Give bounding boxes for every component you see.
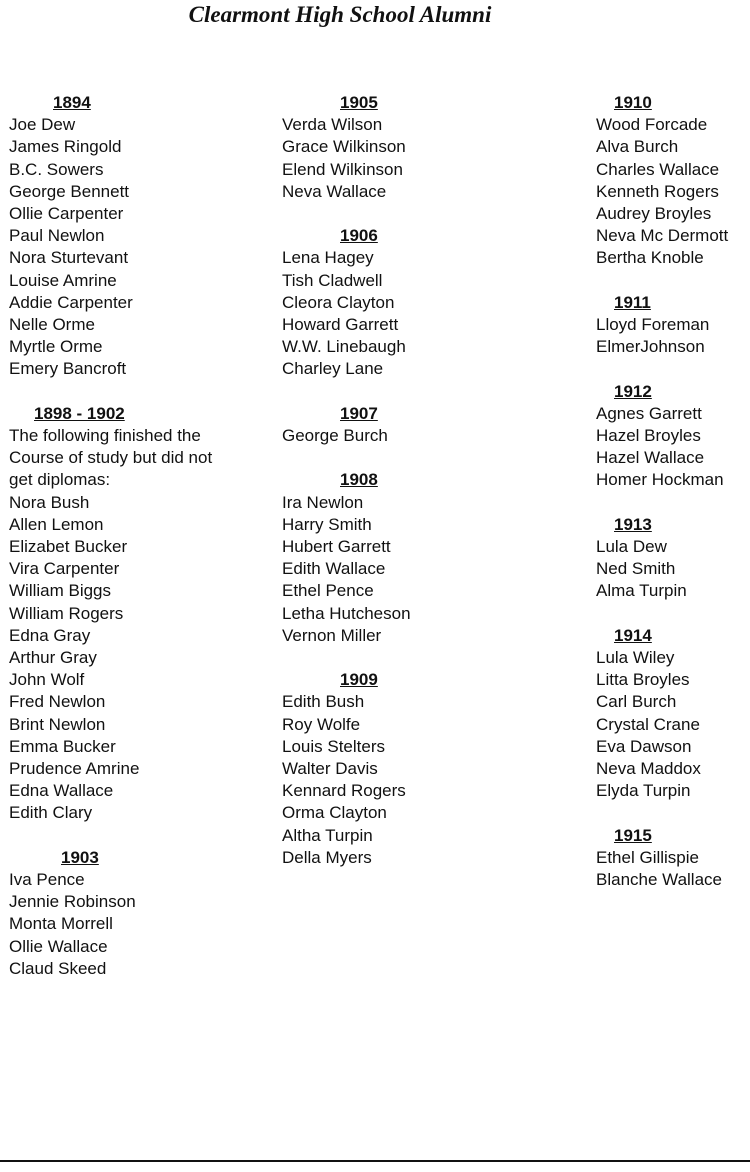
alumni-name: Walter Davis <box>282 759 378 779</box>
alumni-name: Paul Newlon <box>9 226 105 246</box>
alumni-name: Ollie Carpenter <box>9 204 124 224</box>
alumni-name: Cleora Clayton <box>282 292 395 312</box>
alumni-name: Iva Pence <box>9 870 85 890</box>
alumni-name: Elend Wilkinson <box>282 159 403 179</box>
class-section <box>9 403 271 825</box>
alumni-name: Orma Clayton <box>282 803 387 823</box>
alumni-name: Howard Garrett <box>282 315 399 335</box>
alumni-name: Alma Turpin <box>596 581 687 601</box>
alumni-name: Alva Burch <box>596 137 679 157</box>
alumni-name: Kennard Rogers <box>282 781 406 801</box>
alumni-name: Letha Hutcheson <box>282 603 411 623</box>
bottom-divider <box>0 1160 750 1162</box>
alumni-column-1 <box>9 92 271 1002</box>
alumni-name: Nelle Orme <box>9 315 95 335</box>
alumni-name: Edith Bush <box>282 692 365 712</box>
alumni-name: Nora Sturtevant <box>9 248 129 268</box>
alumni-name: Roy Wolfe <box>282 714 361 734</box>
alumni-name: Elyda Turpin <box>596 781 691 801</box>
alumni-name: Kenneth Rogers <box>596 181 719 201</box>
class-year-heading: 1906 <box>340 226 378 246</box>
section-note-line: Course of study but did not <box>9 448 213 468</box>
class-section <box>282 469 542 647</box>
alumni-name: William Biggs <box>9 581 112 601</box>
alumni-column-2 <box>282 92 542 891</box>
alumni-name: Vira Carpenter <box>9 559 120 579</box>
alumni-name: Neva Wallace <box>282 181 387 201</box>
alumni-name: Jennie Robinson <box>9 892 136 912</box>
alumni-name: Edna Wallace <box>9 781 114 801</box>
class-section <box>282 403 542 447</box>
alumni-name: Agnes Garrett <box>596 403 702 423</box>
class-year-heading: 1908 <box>340 470 378 490</box>
alumni-name: Vernon Miller <box>282 625 382 645</box>
alumni-name: Lula Wiley <box>596 648 675 668</box>
class-year-heading: 1914 <box>614 625 652 645</box>
class-section <box>596 825 750 892</box>
alumni-name: Nora Bush <box>9 492 90 512</box>
alumni-name: Lula Dew <box>596 537 667 557</box>
alumni-name: George Burch <box>282 426 388 446</box>
class-section <box>596 292 750 359</box>
class-year-heading: 1915 <box>614 825 652 845</box>
class-year-heading: 1913 <box>614 514 652 534</box>
class-year-heading: 1898 - 1902 <box>34 403 125 423</box>
class-year-heading: 1907 <box>340 403 378 423</box>
alumni-name: Ollie Wallace <box>9 936 108 956</box>
alumni-name: Hazel Wallace <box>596 448 705 468</box>
alumni-name: Ethel Gillispie <box>596 847 699 867</box>
alumni-name: William Rogers <box>9 603 124 623</box>
class-section <box>9 92 271 381</box>
class-year-heading: 1903 <box>61 847 99 867</box>
alumni-name: Audrey Broyles <box>596 204 712 224</box>
alumni-name: Wood Forcade <box>596 115 708 135</box>
class-section <box>596 381 750 492</box>
alumni-name: Louis Stelters <box>282 736 385 756</box>
alumni-name: Addie Carpenter <box>9 292 133 312</box>
alumni-name: Della Myers <box>282 847 372 867</box>
class-section <box>282 225 542 380</box>
alumni-name: Joe Dew <box>9 115 76 135</box>
alumni-name: Eva Dawson <box>596 736 692 756</box>
alumni-name: Brint Newlon <box>9 714 106 734</box>
class-year-heading: 1894 <box>53 93 91 112</box>
class-year-heading: 1911 <box>614 292 651 312</box>
section-note-line: The following finished the <box>9 426 201 446</box>
alumni-name: Grace Wilkinson <box>282 137 406 157</box>
alumni-column-3 <box>596 92 750 913</box>
alumni-name: Litta Broyles <box>596 670 690 690</box>
class-year-heading: 1910 <box>614 93 652 112</box>
alumni-name: Emery Bancroft <box>9 359 127 379</box>
alumni-name: Edna Gray <box>9 625 91 645</box>
page-title: Clearmont High School Alumni <box>188 2 492 27</box>
alumni-name: Arthur Gray <box>9 648 97 668</box>
alumni-name: Charley Lane <box>282 359 384 379</box>
alumni-name: Bertha Knoble <box>596 248 704 268</box>
alumni-name: Ned Smith <box>596 559 676 579</box>
alumni-name: Hazel Broyles <box>596 426 701 446</box>
alumni-name: Emma Bucker <box>9 736 116 756</box>
class-year-heading: 1905 <box>340 93 378 112</box>
class-year-heading: 1909 <box>340 670 378 690</box>
alumni-name: Edith Wallace <box>282 559 386 579</box>
alumni-name: Homer Hockman <box>596 470 724 490</box>
alumni-name: Blanche Wallace <box>596 870 722 890</box>
class-section <box>596 92 750 270</box>
alumni-name: Elizabet Bucker <box>9 537 128 557</box>
alumni-name: Ira Newlon <box>282 492 364 512</box>
alumni-name: Harry Smith <box>282 514 372 534</box>
alumni-name: Lloyd Foreman <box>596 315 710 335</box>
alumni-name: Carl Burch <box>596 692 677 712</box>
class-section <box>596 514 750 603</box>
class-year-heading: 1912 <box>614 381 652 401</box>
alumni-name: Edith Clary <box>9 803 93 823</box>
alumni-name: Monta Morrell <box>9 914 113 934</box>
alumni-name: Hubert Garrett <box>282 537 391 557</box>
alumni-name: W.W. Linebaugh <box>282 337 406 357</box>
alumni-name: Prudence Amrine <box>9 759 140 779</box>
class-section <box>282 669 542 869</box>
alumni-name: B.C. Sowers <box>9 159 104 179</box>
alumni-name: Neva Mc Dermott <box>596 226 729 246</box>
alumni-name: Myrtle Orme <box>9 337 103 357</box>
alumni-name: Ethel Pence <box>282 581 374 601</box>
section-note-line: get diplomas: <box>9 470 111 490</box>
alumni-name: James Ringold <box>9 137 122 157</box>
alumni-name: Louise Amrine <box>9 270 117 290</box>
alumni-name: Fred Newlon <box>9 692 106 712</box>
alumni-name: John Wolf <box>9 670 85 690</box>
class-section <box>282 92 542 203</box>
alumni-name: George Bennett <box>9 181 130 201</box>
class-section <box>596 625 750 803</box>
alumni-name: Charles Wallace <box>596 159 720 179</box>
alumni-name: Lena Hagey <box>282 248 374 268</box>
class-section <box>9 847 271 980</box>
alumni-name: Crystal Crane <box>596 714 700 734</box>
alumni-name: Tish Cladwell <box>282 270 383 290</box>
alumni-name: ElmerJohnson <box>596 337 705 357</box>
alumni-name: Verda Wilson <box>282 115 383 135</box>
alumni-name: Allen Lemon <box>9 514 104 534</box>
alumni-name: Altha Turpin <box>282 825 373 845</box>
alumni-name: Claud Skeed <box>9 958 107 978</box>
alumni-name: Neva Maddox <box>596 759 701 779</box>
